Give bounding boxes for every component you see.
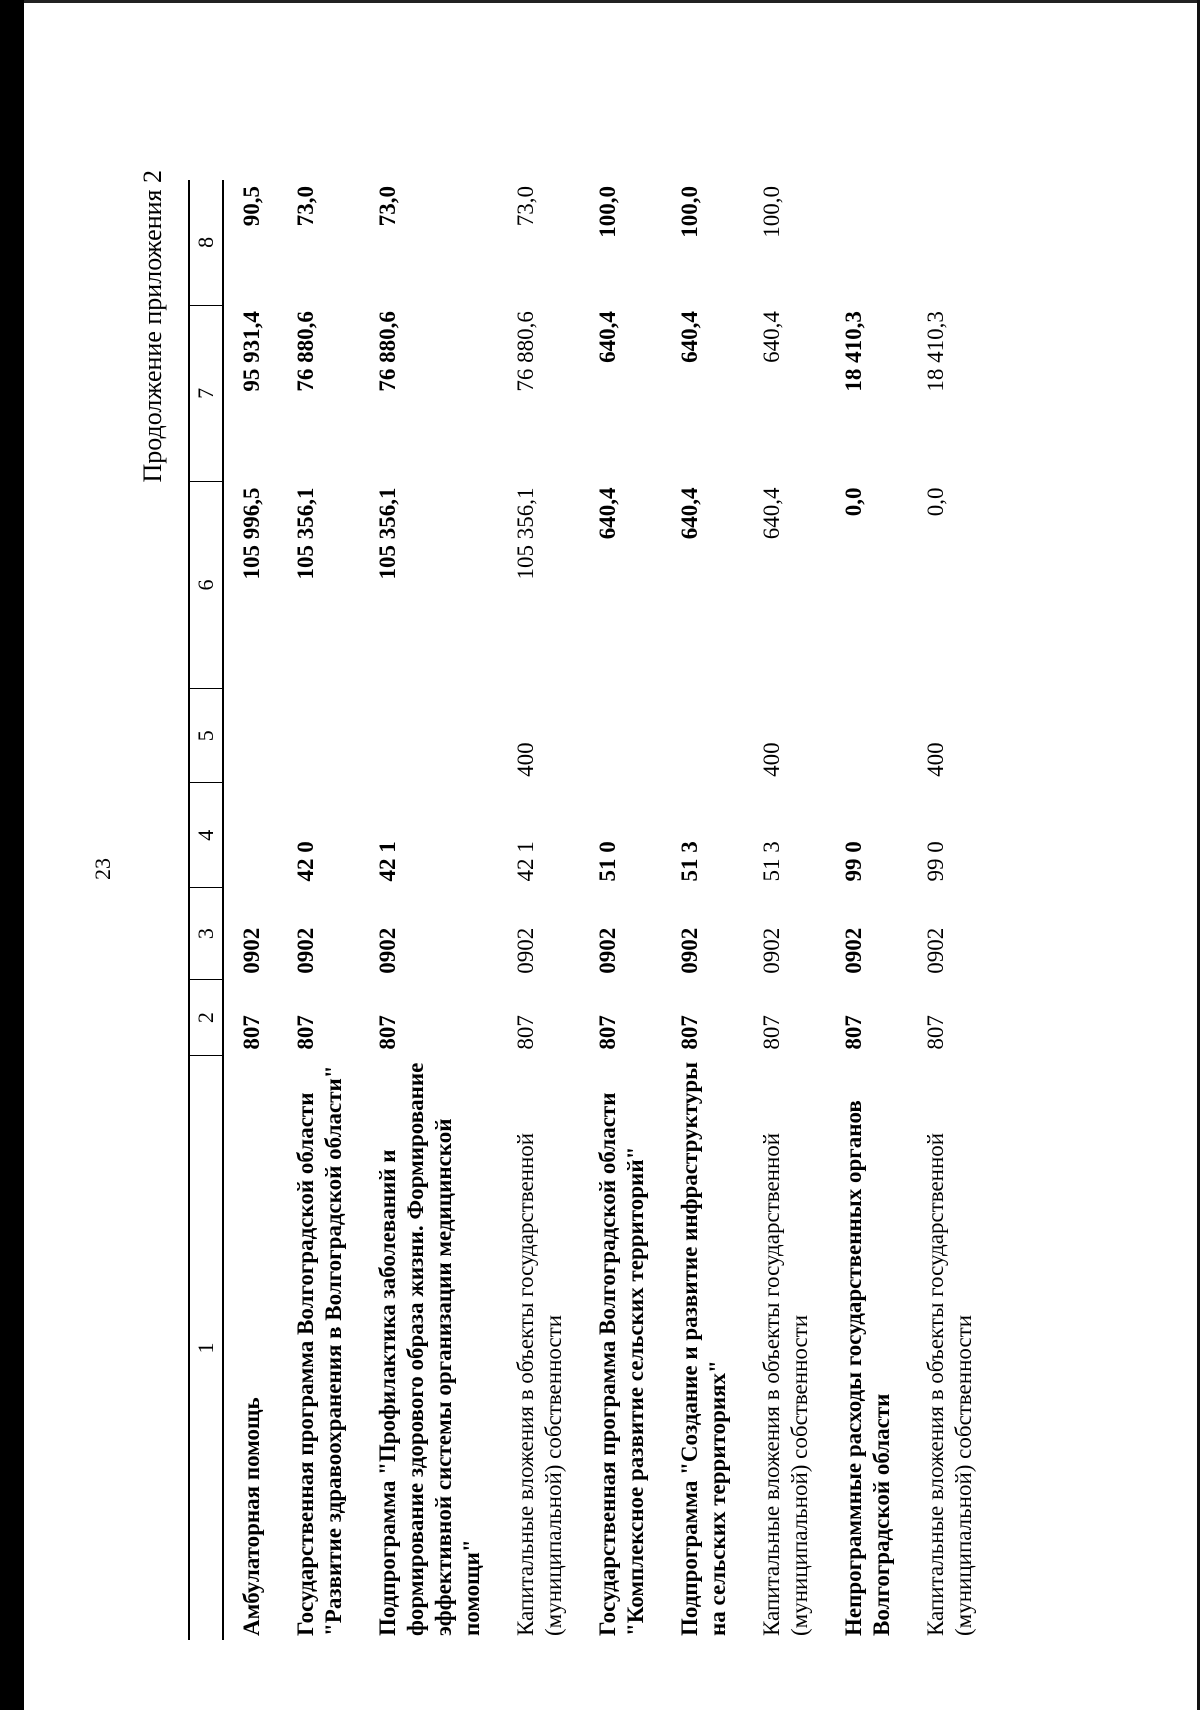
row-c2: 807 bbox=[759, 1015, 784, 1050]
row-c8: 100,0 bbox=[677, 186, 702, 238]
table-row bbox=[662, 180, 744, 1640]
row-name: Амбулаторная помощь bbox=[239, 1397, 264, 1636]
row-c7: 640,4 bbox=[595, 311, 620, 363]
row-c5 bbox=[580, 689, 662, 783]
row-c5 bbox=[278, 689, 360, 783]
row-c7: 76 880,6 bbox=[293, 311, 318, 392]
row-c7: 18 410,3 bbox=[923, 311, 948, 392]
table-row bbox=[223, 180, 278, 1640]
row-c4: 51 3 bbox=[677, 841, 702, 882]
row-c3: 0902 bbox=[513, 927, 538, 974]
row-c5 bbox=[360, 689, 498, 783]
row-name: Подпрограмма "Создание и развитие инфраструктуры на сельских территориях" bbox=[677, 1061, 730, 1636]
col-header-2: 2 bbox=[189, 980, 223, 1056]
row-c8: 90,5 bbox=[239, 186, 264, 227]
col-header-1: 1 bbox=[189, 1056, 223, 1640]
table-row bbox=[278, 180, 360, 1640]
row-c4: 51 0 bbox=[595, 841, 620, 882]
row-c4: 42 1 bbox=[513, 841, 538, 882]
row-c6: 105 996,5 bbox=[239, 487, 264, 580]
row-c2: 807 bbox=[923, 1015, 948, 1050]
row-c8 bbox=[908, 180, 990, 305]
row-c3: 0902 bbox=[677, 927, 702, 974]
row-c5 bbox=[826, 689, 908, 783]
row-c7: 76 880,6 bbox=[375, 311, 400, 392]
row-c8: 73,0 bbox=[293, 186, 318, 227]
row-name: Государственная программа Волгоградской области "Комплексное развитие сельских территорий" bbox=[595, 1092, 648, 1636]
col-header-7: 7 bbox=[189, 305, 223, 481]
table-row bbox=[360, 180, 498, 1640]
row-c3: 0902 bbox=[759, 927, 784, 974]
row-c5 bbox=[662, 689, 744, 783]
row-c3: 0902 bbox=[841, 927, 866, 974]
row-c4: 99 0 bbox=[923, 841, 948, 882]
row-c7: 640,4 bbox=[759, 311, 784, 363]
table-row bbox=[826, 180, 908, 1640]
row-c6: 105 356,1 bbox=[513, 487, 538, 580]
col-header-3: 3 bbox=[189, 887, 223, 979]
row-c8: 73,0 bbox=[375, 186, 400, 227]
row-c4: 51 3 bbox=[759, 841, 784, 882]
row-name: Капитальные вложения в объекты государственной (муниципальной) собственности bbox=[923, 1132, 976, 1636]
table-row bbox=[744, 180, 826, 1640]
row-c4 bbox=[223, 783, 278, 888]
rotated-document-page bbox=[60, 40, 1100, 1680]
col-header-5: 5 bbox=[189, 689, 223, 783]
row-c6: 105 356,1 bbox=[293, 487, 318, 580]
row-c5 bbox=[223, 689, 278, 783]
row-c4: 42 1 bbox=[375, 841, 400, 882]
table-row bbox=[580, 180, 662, 1640]
row-c2: 807 bbox=[513, 1015, 538, 1050]
row-c2: 807 bbox=[293, 1015, 318, 1050]
scan-top-edge bbox=[24, 0, 1200, 3]
row-c2: 807 bbox=[677, 1015, 702, 1050]
row-c4: 99 0 bbox=[841, 841, 866, 882]
col-header-8: 8 bbox=[189, 180, 223, 305]
row-c7: 76 880,6 bbox=[513, 311, 538, 392]
row-c6: 640,4 bbox=[677, 487, 702, 540]
row-c6: 640,4 bbox=[595, 487, 620, 540]
row-c7: 95 931,4 bbox=[239, 311, 264, 392]
row-name: Непрограммные расходы государственных органов Волгоградской области bbox=[841, 1100, 894, 1636]
row-c4: 42 0 bbox=[293, 841, 318, 882]
scan-left-edge bbox=[0, 0, 24, 1710]
row-c7: 640,4 bbox=[677, 311, 702, 363]
row-c6: 0,0 bbox=[923, 487, 948, 517]
row-name: Государственная программа Волгоградской области "Развитие здравоохранения в Волгоградской области" bbox=[293, 1065, 346, 1636]
row-c7: 18 410,3 bbox=[841, 311, 866, 392]
row-name: Подпрограмма "Профилактика заболеваний и формирование здорового образа жизни. Формирование эффективной системы организации медицинской помощи" bbox=[375, 1062, 484, 1636]
row-c5: 400 bbox=[759, 742, 784, 777]
row-c3: 0902 bbox=[375, 927, 400, 974]
row-name: Капитальные вложения в объекты государственной (муниципальной) собственности bbox=[759, 1132, 812, 1636]
row-c6: 0,0 bbox=[841, 487, 866, 517]
row-c8: 73,0 bbox=[513, 186, 538, 227]
row-c6: 105 356,1 bbox=[375, 487, 400, 580]
row-c2: 807 bbox=[375, 1015, 400, 1050]
row-c3: 0902 bbox=[595, 927, 620, 974]
row-c5: 400 bbox=[513, 742, 538, 777]
header-row bbox=[189, 180, 223, 1640]
row-c2: 807 bbox=[239, 1015, 264, 1050]
budget-table bbox=[188, 180, 990, 1640]
row-c2: 807 bbox=[595, 1015, 620, 1050]
col-header-4: 4 bbox=[189, 783, 223, 888]
row-c2: 807 bbox=[841, 1015, 866, 1050]
row-c6: 640,4 bbox=[759, 487, 784, 540]
row-c3: 0902 bbox=[923, 927, 948, 974]
appendix-note: Продолжение приложения 2 bbox=[138, 170, 167, 483]
row-c8 bbox=[826, 180, 908, 305]
row-c8: 100,0 bbox=[759, 186, 784, 238]
table-row bbox=[498, 180, 580, 1640]
row-c3: 0902 bbox=[239, 927, 264, 974]
row-c8: 100,0 bbox=[595, 186, 620, 238]
row-c5: 400 bbox=[923, 742, 948, 777]
row-c3: 0902 bbox=[293, 927, 318, 974]
table-row bbox=[908, 180, 990, 1640]
col-header-6: 6 bbox=[189, 481, 223, 688]
page-number: 23 bbox=[90, 858, 115, 880]
row-name: Капитальные вложения в объекты государственной (муниципальной) собственности bbox=[513, 1132, 566, 1636]
